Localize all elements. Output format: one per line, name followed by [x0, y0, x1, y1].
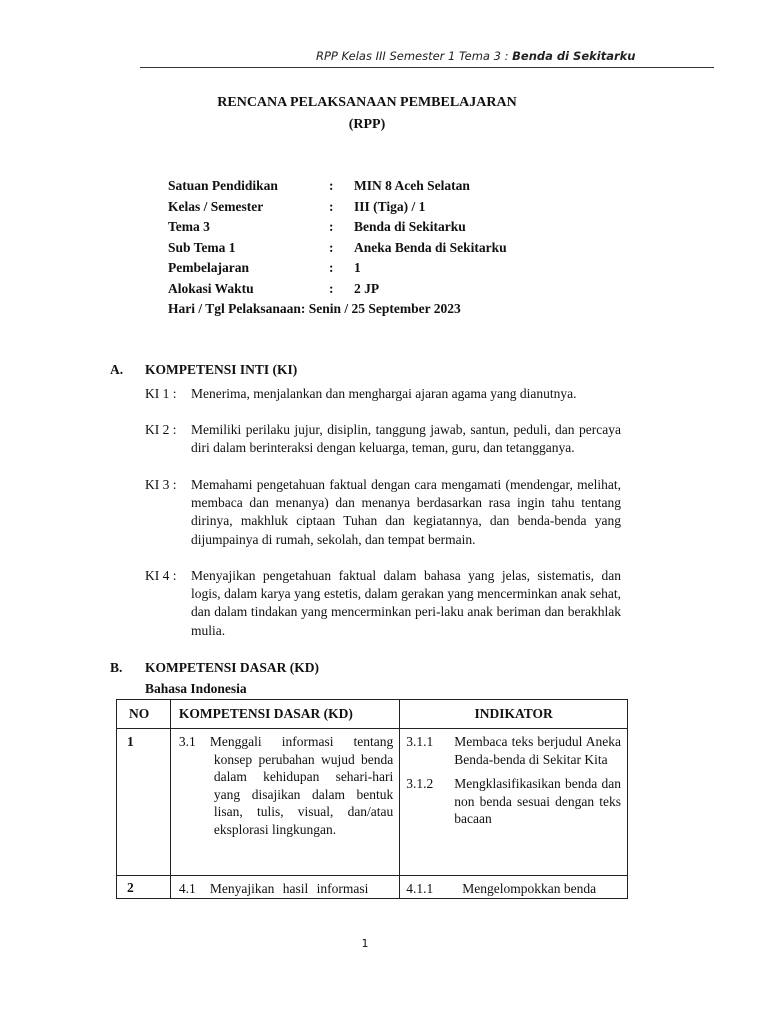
kd-cell [170, 876, 399, 899]
kd-code: 3.1 [178, 734, 196, 749]
identity-value: 1 [354, 260, 361, 275]
header-rule [140, 67, 714, 68]
indicator-text: Mengelompokkan benda [462, 881, 597, 896]
indicator-text: Membaca teks berjudul Aneka Benda-benda di Sekitar Kita [454, 734, 621, 767]
section-a-title: KOMPETENSI INTI (KI) [145, 362, 298, 377]
row-number: 1 [117, 729, 171, 876]
table-header-row [117, 700, 628, 729]
identity-label: Alokasi Waktu [168, 281, 254, 296]
document-subtitle: (RPP) [348, 117, 386, 132]
identity-colon: : [329, 219, 334, 234]
ki-item [145, 421, 621, 457]
ki-text: Menerima, menjalankan dan menghargai ajaran agama yang dianutnya. [191, 386, 577, 401]
indicator-code: 3.1.1 [406, 734, 434, 749]
header-indikator: INDIKATOR [400, 700, 628, 729]
indicator-text: Mengklasifikasikan benda dan non benda sesuai dengan teks bacaan [454, 776, 621, 826]
identity-value: III (Tiga) / 1 [354, 199, 426, 214]
indicator-item [406, 775, 621, 828]
identity-colon: : [329, 260, 334, 275]
ki-item [145, 385, 621, 403]
identity-label: Tema 3 [168, 219, 210, 234]
table-row [117, 876, 628, 899]
identity-value: Aneka Benda di Sekitarku [354, 240, 507, 255]
page-number: 1 [361, 937, 369, 950]
identity-colon: : [329, 240, 334, 255]
ki-item [145, 567, 621, 640]
section-b-title: KOMPETENSI DASAR (KD) [145, 660, 320, 675]
kd-table [116, 699, 628, 899]
indicator-item [406, 880, 621, 898]
identity-value: MIN 8 Aceh Selatan [354, 178, 470, 193]
running-header-bold: Benda di Sekitarku [512, 49, 636, 63]
identity-colon: : [329, 199, 334, 214]
ki-text: Memahami pengetahuan faktual dengan cara mengamati (mendengar, melihat, membaca dan menanya) dan menanya berdasarkan rasa ingin tahu tentang dirinya, makhluk ciptaan Tuhan dan kegiatannya, dan benda-benda yang dijumpainya di rumah, sekolah, dan tempat bermain. [191, 477, 621, 547]
ki-label: KI 3 : [145, 477, 177, 492]
document-title: RENCANA PELAKSANAAN PEMBELAJARAN [217, 95, 517, 110]
section-b-letter: B. [110, 660, 123, 675]
ki-text: Memiliki perilaku jujur, disiplin, tanggung jawab, santun, peduli, dan percaya diri dalam berinteraksi dengan keluarga, teman, guru, dan tetangganya. [191, 422, 621, 456]
running-header [316, 49, 636, 63]
identity-label: Kelas / Semester [168, 199, 264, 214]
indicator-cell [400, 876, 628, 899]
row-number: 2 [117, 876, 171, 899]
kd-cell [170, 729, 399, 876]
section-a-letter: A. [110, 362, 124, 377]
ki-label: KI 4 : [145, 568, 177, 583]
ki-text: Menyajikan pengetahuan faktual dalam bahasa yang jelas, sistematis, dan logis, dalam karya yang estetis, dalam gerakan yang mencerminkan anak sehat, dan dalam tindakan yang mencerminkan peri-laku anak beriman dan berakhlak mulia. [191, 568, 621, 638]
identity-colon: : [329, 281, 334, 296]
subject-heading: Bahasa Indonesia [145, 681, 247, 696]
identity-label: Pembelajaran [168, 260, 249, 275]
kd-text: Menggali informasi tentang konsep perubahan wujud benda dalam kehidupan sehari-hari yang disajikan dalam bentuk lisan, tulis, visual, dan/atau eksplorasi lingkungan. [209, 734, 394, 837]
identity-label: Satuan Pendidikan [168, 178, 278, 193]
running-header-prefix: RPP Kelas III Semester 1 Tema 3 : [316, 49, 513, 63]
ki-label: KI 1 : [145, 386, 177, 401]
header-no: NO [117, 700, 171, 729]
indicator-item [406, 733, 621, 768]
indicator-code: 4.1.1 [406, 881, 434, 896]
kd-text: Menyajikan hasil informasi [209, 881, 369, 896]
indicator-cell [400, 729, 628, 876]
identity-value: 2 JP [354, 281, 380, 296]
identity-value: Benda di Sekitarku [354, 219, 466, 234]
ki-label: KI 2 : [145, 422, 177, 437]
hari-tanggal: Hari / Tgl Pelaksanaan: Senin / 25 September 2023 [168, 301, 461, 316]
identity-colon: : [329, 178, 334, 193]
identity-label: Sub Tema 1 [168, 240, 236, 255]
kd-code: 4.1 [178, 881, 196, 896]
ki-item [145, 476, 621, 549]
indicator-code: 3.1.2 [406, 776, 434, 791]
header-kd: KOMPETENSI DASAR (KD) [170, 700, 399, 729]
table-row [117, 729, 628, 876]
